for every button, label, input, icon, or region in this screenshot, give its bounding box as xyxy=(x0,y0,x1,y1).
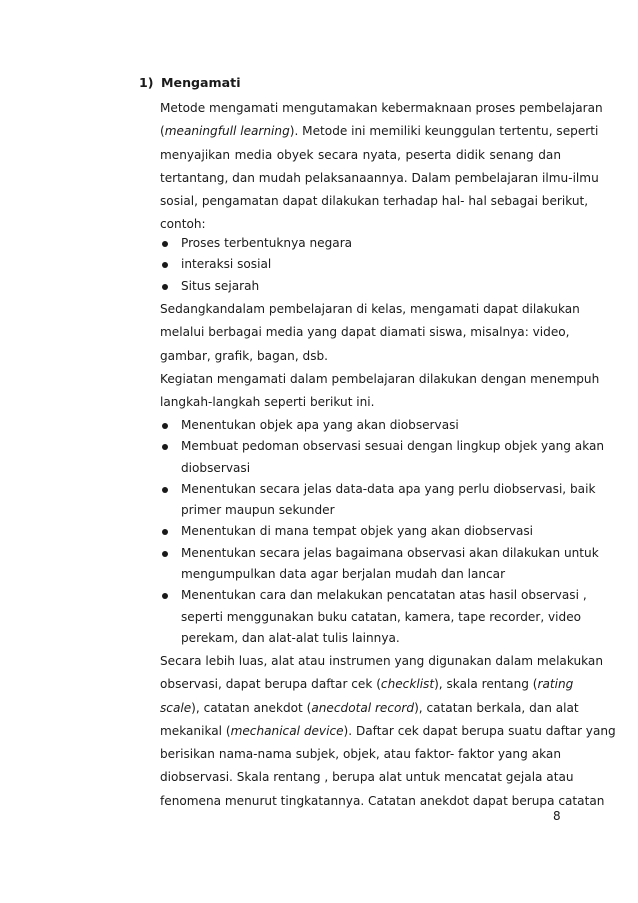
paragraph-intro xyxy=(160,97,603,237)
text-line: gambar, grafik, bagan, dsb. xyxy=(160,348,329,363)
text-line: Metode mengamati mengutamakan kebermaknaan proses pembelajaran xyxy=(160,101,603,115)
text-line: mekanikal (mechanical device). Daftar cek dapat berupa suatu daftar yang xyxy=(160,723,616,738)
bullet-icon xyxy=(162,423,168,429)
bullet-icon xyxy=(162,241,168,247)
bullet-icon xyxy=(162,529,168,535)
list-item: interaksi sosial xyxy=(160,254,561,275)
text-line: fenomena menurut tingkatannya. Catatan anekdot dapat berupa catatan xyxy=(160,793,605,808)
bullet-list-examples xyxy=(160,233,561,297)
section-heading xyxy=(139,72,241,94)
text-line: Secara lebih luas, alat atau instrumen yang digunakan dalam melakukan xyxy=(160,654,604,668)
page-number: 8 xyxy=(553,809,561,823)
bullet-icon xyxy=(162,551,168,557)
text-line: Kegiatan mengamati dalam pembelajaran dilakukan dengan menempuh xyxy=(160,372,600,386)
text-line: contoh: xyxy=(160,217,206,232)
list-item: Menentukan secara jelas data-data apa yang perlu diobservasi, baik primer maupun sekunder xyxy=(160,479,561,522)
text-line: sosial, pengamatan dapat dilakukan terhadap hal- hal sebagai berikut, xyxy=(160,194,589,209)
list-item: Menentukan di mana tempat objek yang akan diobservasi xyxy=(160,521,561,542)
list-item: Menentukan cara dan melakukan pencatatan atas hasil observasi , seperti menggunakan buku catatan, kamera, tape recorder, video perekam, dan alat-alat tulis lainnya. xyxy=(160,585,561,649)
bullet-icon xyxy=(162,487,168,493)
text-line: langkah-langkah seperti berikut ini. xyxy=(160,395,375,410)
bullet-icon xyxy=(162,262,168,268)
bullet-icon xyxy=(162,444,168,450)
text-line: scale), catatan anekdot (anecdotal record), catatan berkala, dan alat xyxy=(160,700,579,715)
list-item: Membuat pedoman observasi sesuai dengan lingkup objek yang akan diobservasi xyxy=(160,436,561,479)
text-line: diobservasi. Skala rentang , berupa alat untuk mencatat gejala atau xyxy=(160,770,574,785)
list-item: Situs sejarah xyxy=(160,276,561,297)
paragraph-instruments xyxy=(160,650,616,813)
text-line: menyajikan media obyek secara nyata, peserta didik senang dan xyxy=(160,147,561,162)
list-item: Proses terbentuknya negara xyxy=(160,233,561,254)
section-number: 1) xyxy=(139,75,154,90)
list-item: Menentukan objek apa yang akan diobservasi xyxy=(160,415,561,436)
list-item: Menentukan secara jelas bagaimana observasi akan dilakukan untuk mengumpulkan data agar berjalan mudah dan lancar xyxy=(160,543,561,586)
text-line: (meaningfull learning). Metode ini memiliki keunggulan tertentu, seperti xyxy=(160,124,599,139)
text-line: Sedangkandalam pembelajaran di kelas, mengamati dapat dilakukan xyxy=(160,302,580,316)
paragraph-classroom xyxy=(160,298,580,368)
section-title: Mengamati xyxy=(161,75,241,90)
paragraph-steps-intro xyxy=(160,368,600,415)
bullet-list-steps xyxy=(160,415,605,649)
bullet-icon xyxy=(162,593,168,599)
text-line: melalui berbagai media yang dapat diamati siswa, misalnya: video, xyxy=(160,325,570,340)
text-line: berisikan nama-nama subjek, objek, atau faktor- faktor yang akan xyxy=(160,747,561,762)
text-line: tertantang, dan mudah pelaksanaannya. Dalam pembelajaran ilmu-ilmu xyxy=(160,170,599,185)
text-line: observasi, dapat berupa daftar cek (checklist), skala rentang (rating xyxy=(160,677,574,692)
bullet-icon xyxy=(162,284,168,290)
